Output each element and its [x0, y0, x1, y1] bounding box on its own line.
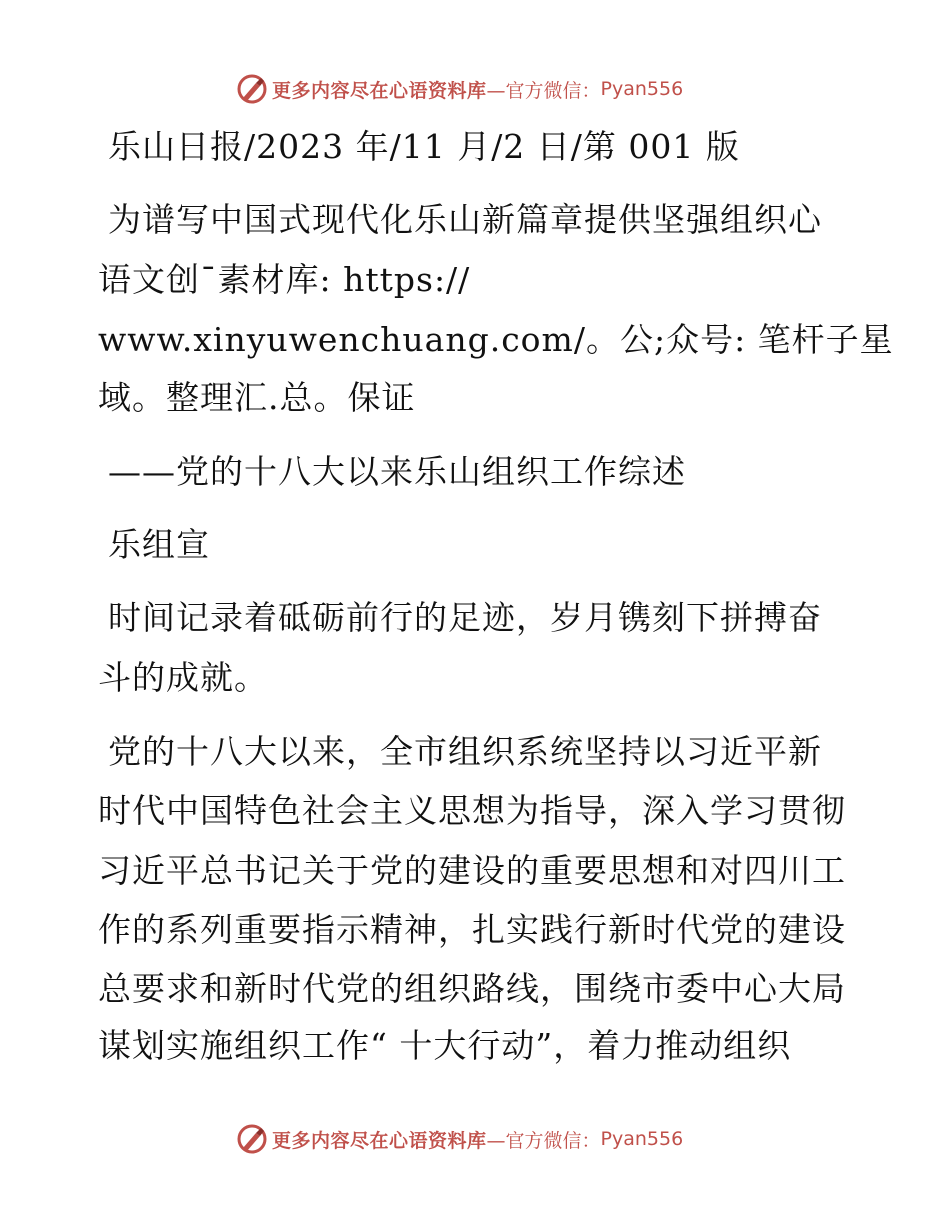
watermark-dash: —官方微信：: [486, 79, 601, 102]
paragraph-2-line-4: 作的系列重要指示精神，扎实践行新时代党的建设: [98, 910, 846, 949]
source-line: 乐山日报/2023 年/11 月/2 日/第 001 版: [108, 127, 740, 166]
paragraph-1-line-2: 斗的成就。: [98, 658, 268, 697]
paragraph-2-line-1: 党的十八大以来，全市组织系统坚持以习近平新: [108, 732, 822, 771]
footer-watermark: [236, 1122, 683, 1156]
watermark-dash: —官方微信：: [486, 1129, 601, 1152]
pen-logo-icon: [236, 73, 268, 105]
watermark-wechat-id: Pyan556: [600, 1128, 684, 1150]
subtitle-line: ——党的十八大以来乐山组织工作综述: [108, 452, 686, 491]
paragraph-1-line-1: 时间记录着砥砺前行的足迹，岁月镌刻下拼搏奋: [108, 598, 822, 637]
paragraph-2-line-3: 习近平总书记关于党的建设的重要思想和对四川工: [98, 851, 846, 890]
watermark-wechat-id: Pyan556: [600, 78, 684, 100]
headline-line-2: 语文创¯素材库: https://: [98, 260, 471, 299]
headline-line-3: www.xinyuwenchuang.com/。公;众号: 笔杆子星: [98, 320, 894, 359]
author-line: 乐组宣: [108, 525, 210, 564]
watermark-title: 更多内容尽在心语资料库: [272, 1129, 487, 1152]
paragraph-2-line-2: 时代中国特色社会主义思想为指导，深入学习贯彻: [98, 791, 846, 830]
paragraph-2-line-6: 谋划实施组织工作“ 十大行动”，着力推动组织: [98, 1026, 792, 1065]
watermark-title: 更多内容尽在心语资料库: [272, 79, 487, 102]
header-watermark: [236, 72, 683, 106]
headline-line-1: 为谱写中国式现代化乐山新篇章提供坚强组织心: [108, 200, 822, 239]
pen-logo-icon: [236, 1123, 268, 1155]
paragraph-2-line-5: 总要求和新时代党的组织路线，围绕市委中心大局: [98, 969, 846, 1008]
headline-line-4: 域。整理汇.总。保证: [98, 378, 416, 417]
